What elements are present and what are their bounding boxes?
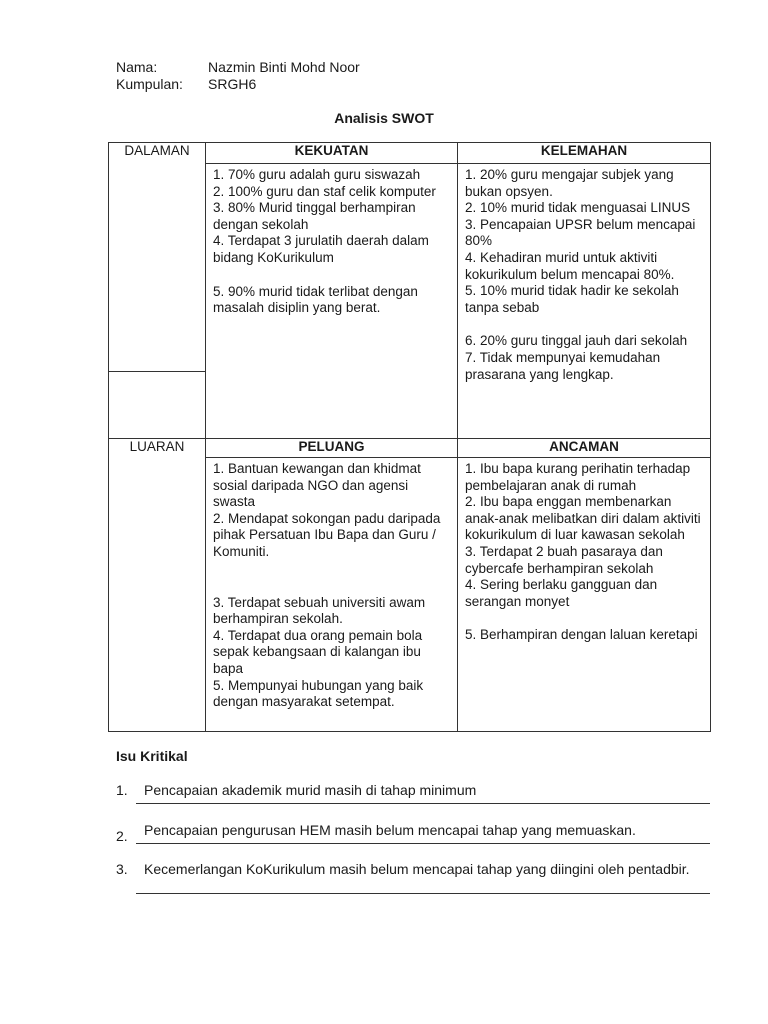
kekuatan-item: 2. 100% guru dan staf celik komputer [213, 183, 436, 199]
kumpulan-value: SRGH6 [208, 76, 257, 92]
ancaman-item: 2. Ibu bapa enggan membenarkan anak-anak melibatkan diri dalam aktiviti kokurikulum di luar kawasan sekolah [465, 494, 701, 543]
isu-item-text: Pencapaian pengurusan HEM masih belum mencapai tahap yang memuaskan. [144, 822, 636, 838]
peluang-cell [206, 458, 458, 732]
kelemahan-item: 5. 10% murid tidak hadir ke sekolah tanpa sebab [465, 283, 679, 315]
isu-item-number: 2. [116, 828, 128, 844]
ancaman-item: 4. Sering berlaku gangguan dan serangan monyet [465, 577, 658, 609]
nama-row [116, 59, 360, 75]
kelemahan-heading: KELEMAHAN [458, 143, 711, 164]
peluang-heading: PELUANG [206, 439, 458, 458]
ancaman-item: 5. Berhampiran dengan laluan keretapi [465, 627, 698, 643]
isu-underline [136, 843, 710, 844]
isu-kritikal-title: Isu Kritikal [116, 748, 188, 764]
kekuatan-item: 4. Terdapat 3 jurulatih daerah dalam bidang KoKurikulum [213, 233, 429, 265]
kelemahan-item: 6. 20% guru tinggal jauh dari sekolah [465, 333, 688, 349]
page-title: Analisis SWOT [334, 110, 434, 126]
kelemahan-item: 2. 10% murid tidak menguasai LINUS [465, 200, 691, 216]
row-label-luaran: LUARAN [109, 439, 206, 732]
kelemahan-item: 7. Tidak mempunyai kemudahan prasarana yang lengkap. [465, 349, 661, 382]
nama-label: Nama: [116, 59, 158, 75]
isu-item-text: Pencapaian akademik murid masih di tahap minimum [144, 782, 477, 798]
kumpulan-row [116, 76, 256, 92]
isu-item-number: 3. [116, 861, 128, 877]
kekuatan-item: 1. 70% guru adalah guru siswazah [213, 167, 421, 182]
peluang-item: 2. Mendapat sokongan padu daripada pihak Persatuan Ibu Bapa dan Guru / Komuniti. [213, 510, 441, 559]
ancaman-item: 1. Ibu bapa kurang perihatin terhadap pembelajaran anak di rumah [465, 461, 691, 493]
kumpulan-label: Kumpulan: [116, 76, 183, 92]
ancaman-item: 3. Terdapat 2 buah pasaraya dan cybercafe berhampiran sekolah [465, 543, 663, 576]
ancaman-cell [458, 458, 711, 732]
dalaman-empty-cell [109, 372, 206, 439]
peluang-item: 1. Bantuan kewangan dan khidmat sosial daripada NGO dan agensi swasta [213, 461, 421, 510]
kelemahan-cell [458, 164, 711, 439]
kekuatan-item: 3. 80% Murid tinggal berhampiran dengan sekolah [213, 200, 416, 232]
kekuatan-heading: KEKUATAN [206, 143, 458, 164]
kelemahan-item: 1. 20% guru mengajar subjek yang bukan opsyen. [465, 167, 674, 199]
isu-item-text: Kecemerlangan KoKurikulum masih belum mencapai tahap yang diingini oleh pentadbir. [144, 861, 690, 877]
isu-item-number: 1. [116, 782, 128, 798]
isu-underline [136, 893, 710, 894]
kelemahan-item: 3. Pencapaian UPSR belum mencapai 80% [465, 216, 696, 249]
ancaman-heading: ANCAMAN [458, 439, 711, 458]
nama-value: Nazmin Binti Mohd Noor [208, 59, 360, 75]
kekuatan-cell [206, 164, 458, 439]
swot-table [108, 142, 711, 732]
peluang-item: 4. Terdapat dua orang pemain bola sepak kebangsaan di kalangan ibu bapa [213, 627, 423, 676]
peluang-item: 5. Mempunyai hubungan yang baik dengan masyarakat setempat. [213, 677, 424, 710]
kelemahan-item: 4. Kehadiran murid untuk aktiviti kokurikulum belum mencapai 80%. [465, 249, 675, 282]
row-label-dalaman: DALAMAN [109, 143, 206, 372]
peluang-item: 3. Terdapat sebuah universiti awam berhampiran sekolah. [213, 594, 426, 627]
isu-underline [136, 803, 710, 804]
kekuatan-item: 5. 90% murid tidak terlibat dengan masalah disiplin yang berat. [213, 283, 418, 316]
